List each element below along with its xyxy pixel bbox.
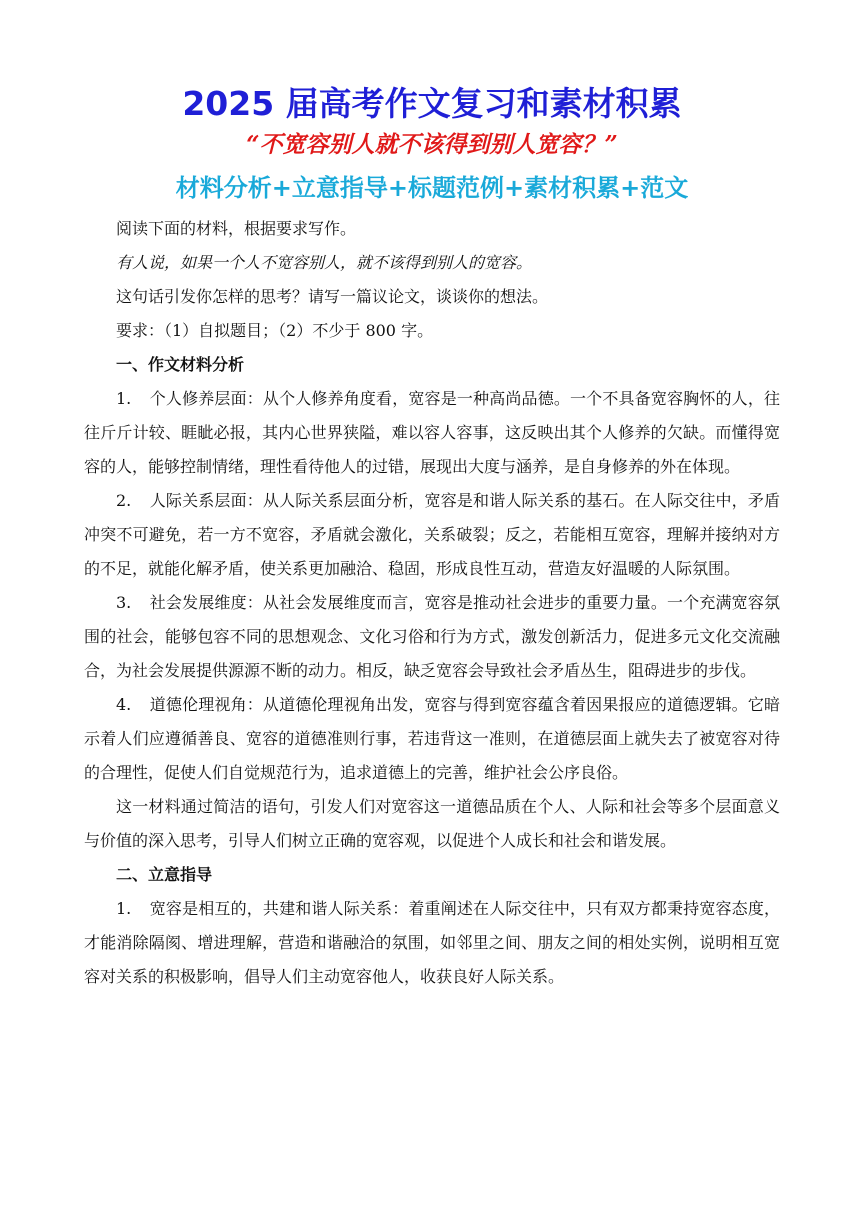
section-heading-analysis: 一、作文材料分析: [116, 355, 245, 374]
analysis-item: [84, 484, 780, 586]
item-text: 道德伦理视角：从道德伦理视角出发，宽容与得到宽容蕴含着因果报应的道德逻辑。它暗示着人们应遵循善良、宽容的道德准则行事，若违背这一准则，在道德层面上就失去了被宽容对待的合理性，促使人们自觉规范行为，追求道德上的完善，维护社会公序良俗。: [84, 695, 780, 782]
analysis-item: [84, 586, 780, 688]
intro-quote: 有人说，如果一个人不宽容别人，就不该得到别人的宽容。: [116, 253, 533, 272]
analysis-summary: 这一材料通过简洁的语句，引发人们对宽容这一道德品质在个人、人际和社会等多个层面意义与价值的深入思考，引导人们树立正确的宽容观，以促进个人成长和社会和谐发展。: [84, 797, 780, 850]
topic-title: “不宽容别人就不该得到别人宽容？”: [246, 131, 618, 158]
item-number: 1.: [116, 389, 132, 408]
item-number: 2.: [116, 491, 132, 510]
item-text: 社会发展维度：从社会发展维度而言，宽容是推动社会进步的重要力量。一个充满宽容氛围的社会，能够包容不同的思想观念、文化习俗和行为方式，激发创新活力，促进多元文化交流融合，为社会发展提供源源不断的动力。相反，缺乏宽容会导致社会矛盾丛生，阻碍进步的步伐。: [84, 593, 780, 680]
analysis-item: [84, 382, 780, 484]
section-heading-guidance: 二、立意指导: [116, 865, 213, 884]
item-number: 4.: [116, 695, 132, 714]
item-number: 1.: [116, 899, 132, 918]
intro-line-1: 阅读下面的材料，根据要求写作。: [116, 219, 357, 238]
guidance-item: [84, 892, 780, 994]
intro-requirements: 要求：（1）自拟题目；（2）不少于 800 字。: [116, 321, 434, 340]
intro-line-3: 这句话引发你怎样的思考？请写一篇议论文，谈谈你的想法。: [116, 287, 549, 306]
item-text: 宽容是相互的，共建和谐人际关系：着重阐述在人际交往中，只有双方都秉持宽容态度，才能消除隔阂、增进理解，营造和谐融洽的氛围，如邻里之间、朋友之间的相处实例，说明相互宽容对关系的积极影响，倡导人们主动宽容他人，收获良好人际关系。: [84, 899, 780, 986]
analysis-item: [84, 688, 780, 790]
item-text: 个人修养层面：从个人修养角度看，宽容是一种高尚品德。一个不具备宽容胸怀的人，往往斤斤计较、睚眦必报，其内心世界狭隘，难以容人容事，这反映出其个人修养的欠缺。而懂得宽容的人，能够控制情绪，理性看待他人的过错，展现出大度与涵养，是自身修养的外在体现。: [84, 389, 780, 476]
item-number: 3.: [116, 593, 132, 612]
document-title: 2025 届高考作文复习和素材积累: [182, 84, 682, 123]
item-text: 人际关系层面：从人际关系层面分析，宽容是和谐人际关系的基石。在人际交往中，矛盾冲突不可避免，若一方不宽容，矛盾就会激化，关系破裂；反之，若能相互宽容，理解并接纳对方的不足，就能化解矛盾，使关系更加融洽、稳固，形成良性互动，营造友好温暖的人际氛围。: [84, 491, 780, 578]
subtitle: 材料分析+立意指导+标题范例+素材积累+范文: [175, 174, 689, 202]
